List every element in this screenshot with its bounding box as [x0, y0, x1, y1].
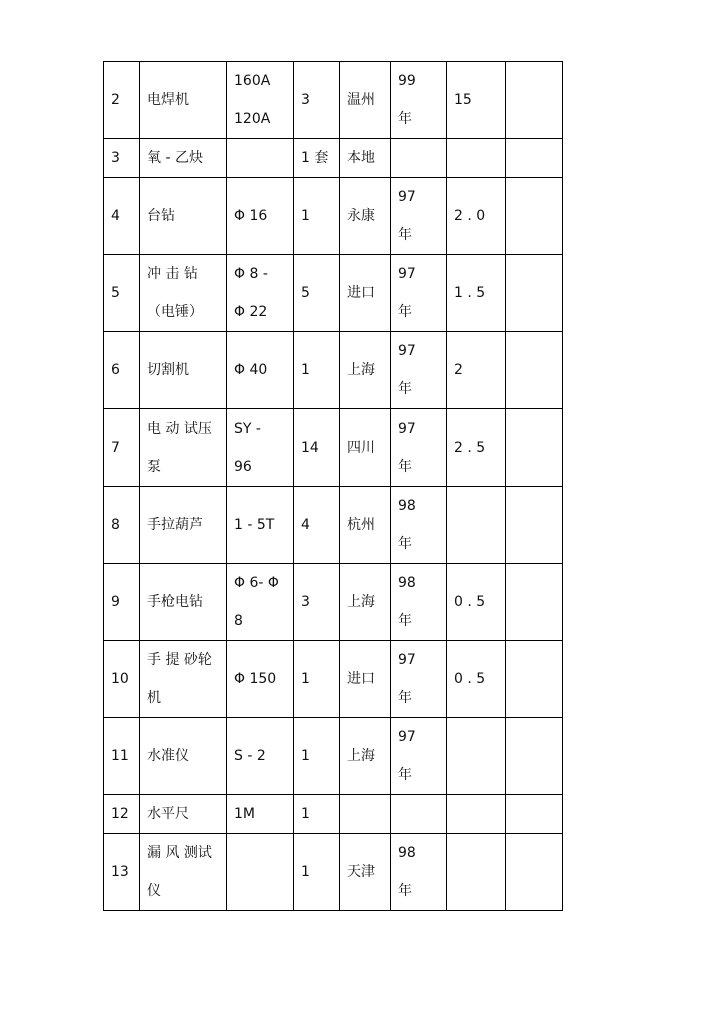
cell-name: [140, 718, 227, 795]
cell-power: [447, 332, 506, 409]
qty-text: 3: [301, 92, 310, 108]
cell-origin: [340, 487, 391, 564]
name-text: 手拉葫芦: [147, 517, 203, 533]
name-text: 漏 风 测试 仪: [147, 845, 212, 899]
cell-no: [104, 487, 140, 564]
spec-text: Φ 16: [234, 208, 268, 224]
cell-spec: [227, 564, 294, 641]
cell-qty: [294, 62, 340, 139]
no-text: 9: [111, 594, 120, 610]
origin-text: 上海: [347, 748, 375, 764]
cell-power: [447, 834, 506, 911]
spec-text: SY - 96: [234, 420, 261, 475]
no-text: 2: [111, 92, 120, 108]
power-text: 15: [454, 92, 472, 108]
cell-origin: [340, 834, 391, 911]
no-text: 5: [111, 285, 120, 301]
year-text: 98 年: [398, 845, 416, 899]
cell-remark: [506, 332, 563, 409]
qty-text: 4: [301, 517, 310, 533]
cell-power: [447, 487, 506, 564]
cell-qty: [294, 332, 340, 409]
cell-name: [140, 332, 227, 409]
cell-qty: [294, 139, 340, 178]
year-text: 97 年: [398, 420, 416, 475]
spec-text: Φ 6- Φ 8: [234, 575, 279, 629]
cell-remark: [506, 795, 563, 834]
cell-origin: [340, 718, 391, 795]
table-row: [104, 487, 563, 564]
cell-power: [447, 139, 506, 178]
cell-name: [140, 139, 227, 178]
cell-year: [391, 834, 447, 911]
cell-name: [140, 178, 227, 255]
cell-no: [104, 62, 140, 139]
cell-year: [391, 795, 447, 834]
cell-name: [140, 641, 227, 718]
origin-text: 永康: [347, 208, 375, 224]
cell-qty: [294, 409, 340, 487]
cell-qty: [294, 564, 340, 641]
no-text: 11: [111, 748, 129, 764]
name-text: 切割机: [147, 362, 189, 378]
cell-remark: [506, 409, 563, 487]
cell-origin: [340, 139, 391, 178]
cell-year: [391, 564, 447, 641]
cell-no: [104, 409, 140, 487]
name-text: 手枪电钻: [147, 594, 203, 610]
cell-power: [447, 564, 506, 641]
table-row: [104, 332, 563, 409]
cell-power: [447, 255, 506, 332]
spec-text: 1 - 5T: [234, 517, 275, 533]
cell-qty: [294, 178, 340, 255]
cell-year: [391, 409, 447, 487]
name-text: 冲 击 钻 （电锤）: [147, 266, 203, 320]
origin-text: 温州: [347, 92, 375, 108]
cell-spec: [227, 487, 294, 564]
table-row: [104, 795, 563, 834]
cell-origin: [340, 255, 391, 332]
equipment-table: [103, 61, 563, 911]
no-text: 12: [111, 806, 129, 822]
power-text: 2 . 5: [454, 439, 486, 456]
cell-origin: [340, 795, 391, 834]
power-text: 2: [454, 362, 463, 378]
year-text: 99 年: [398, 73, 416, 127]
table-row: [104, 139, 563, 178]
cell-no: [104, 139, 140, 178]
table-body: [104, 62, 563, 911]
no-text: 8: [111, 517, 120, 533]
cell-no: [104, 641, 140, 718]
power-text: 2 . 0: [454, 208, 486, 224]
cell-qty: [294, 487, 340, 564]
cell-name: [140, 62, 227, 139]
spec-text: S - 2: [234, 748, 266, 764]
spec-text: Φ 8 - Φ 22: [234, 266, 268, 320]
cell-remark: [506, 718, 563, 795]
cell-name: [140, 564, 227, 641]
name-text: 电焊机: [147, 92, 189, 108]
cell-year: [391, 487, 447, 564]
cell-remark: [506, 641, 563, 718]
year-text: 97 年: [398, 652, 416, 706]
cell-no: [104, 255, 140, 332]
cell-remark: [506, 139, 563, 178]
cell-power: [447, 178, 506, 255]
spec-text: Φ 150: [234, 671, 277, 687]
year-text: 97 年: [398, 189, 416, 243]
origin-text: 四川: [347, 439, 375, 456]
power-text: 1 . 5: [454, 285, 486, 301]
cell-origin: [340, 178, 391, 255]
no-text: 7: [111, 439, 120, 456]
table-row: [104, 834, 563, 911]
cell-year: [391, 139, 447, 178]
cell-spec: [227, 795, 294, 834]
cell-remark: [506, 834, 563, 911]
cell-year: [391, 641, 447, 718]
year-text: 98 年: [398, 498, 416, 552]
name-text: 氧 - 乙炔: [147, 150, 203, 166]
power-text: 0 . 5: [454, 671, 486, 687]
qty-text: 5: [301, 285, 310, 301]
no-text: 6: [111, 362, 120, 378]
origin-text: 进口: [347, 285, 375, 301]
no-text: 10: [111, 671, 129, 687]
name-text: 水平尺: [147, 806, 189, 822]
table-row: [104, 62, 563, 139]
cell-spec: [227, 178, 294, 255]
cell-no: [104, 718, 140, 795]
cell-name: [140, 487, 227, 564]
qty-text: 1: [301, 806, 310, 822]
cell-qty: [294, 255, 340, 332]
cell-spec: [227, 255, 294, 332]
cell-qty: [294, 641, 340, 718]
cell-name: [140, 255, 227, 332]
qty-text: 1: [301, 208, 310, 224]
year-text: 97 年: [398, 266, 416, 320]
cell-remark: [506, 62, 563, 139]
cell-origin: [340, 409, 391, 487]
cell-year: [391, 718, 447, 795]
table-row: [104, 718, 563, 795]
name-text: 电 动 试压 泵: [147, 420, 212, 475]
origin-text: 天津: [347, 864, 375, 880]
cell-year: [391, 255, 447, 332]
cell-spec: [227, 834, 294, 911]
qty-text: 1: [301, 748, 310, 764]
year-text: 98 年: [398, 575, 416, 629]
cell-spec: [227, 139, 294, 178]
cell-remark: [506, 564, 563, 641]
origin-text: 上海: [347, 594, 375, 610]
cell-qty: [294, 834, 340, 911]
table-row: [104, 255, 563, 332]
cell-year: [391, 62, 447, 139]
name-text: 手 提 砂轮 机: [147, 652, 212, 706]
table-row: [104, 178, 563, 255]
year-text: 97 年: [398, 729, 416, 783]
table-row: [104, 409, 563, 487]
spec-text: Φ 40: [234, 362, 268, 378]
name-text: 水准仪: [147, 748, 189, 764]
power-text: 0 . 5: [454, 594, 486, 610]
spec-text: 160A 120A: [234, 73, 271, 127]
qty-text: 3: [301, 594, 310, 610]
cell-year: [391, 332, 447, 409]
cell-spec: [227, 332, 294, 409]
cell-power: [447, 62, 506, 139]
no-text: 3: [111, 150, 120, 166]
qty-text: 1: [301, 362, 310, 378]
origin-text: 上海: [347, 362, 375, 378]
table-row: [104, 641, 563, 718]
spec-text: 1M: [234, 806, 255, 822]
cell-remark: [506, 487, 563, 564]
cell-no: [104, 795, 140, 834]
cell-name: [140, 795, 227, 834]
cell-origin: [340, 332, 391, 409]
no-text: 4: [111, 208, 120, 224]
cell-spec: [227, 641, 294, 718]
cell-origin: [340, 62, 391, 139]
cell-qty: [294, 718, 340, 795]
name-text: 台钻: [147, 208, 175, 224]
cell-remark: [506, 178, 563, 255]
cell-remark: [506, 255, 563, 332]
cell-no: [104, 332, 140, 409]
cell-origin: [340, 564, 391, 641]
cell-origin: [340, 641, 391, 718]
cell-power: [447, 409, 506, 487]
cell-qty: [294, 795, 340, 834]
cell-no: [104, 834, 140, 911]
qty-text: 1 套: [301, 150, 329, 166]
table-row: [104, 564, 563, 641]
no-text: 13: [111, 864, 129, 880]
cell-year: [391, 178, 447, 255]
cell-no: [104, 178, 140, 255]
cell-spec: [227, 409, 294, 487]
cell-name: [140, 834, 227, 911]
qty-text: 1: [301, 864, 310, 880]
cell-name: [140, 409, 227, 487]
cell-no: [104, 564, 140, 641]
origin-text: 进口: [347, 671, 375, 687]
origin-text: 本地: [347, 150, 375, 166]
qty-text: 14: [301, 439, 319, 456]
cell-spec: [227, 718, 294, 795]
origin-text: 杭州: [347, 517, 375, 533]
cell-spec: [227, 62, 294, 139]
cell-power: [447, 641, 506, 718]
cell-power: [447, 718, 506, 795]
cell-power: [447, 795, 506, 834]
year-text: 97 年: [398, 343, 416, 397]
qty-text: 1: [301, 671, 310, 687]
